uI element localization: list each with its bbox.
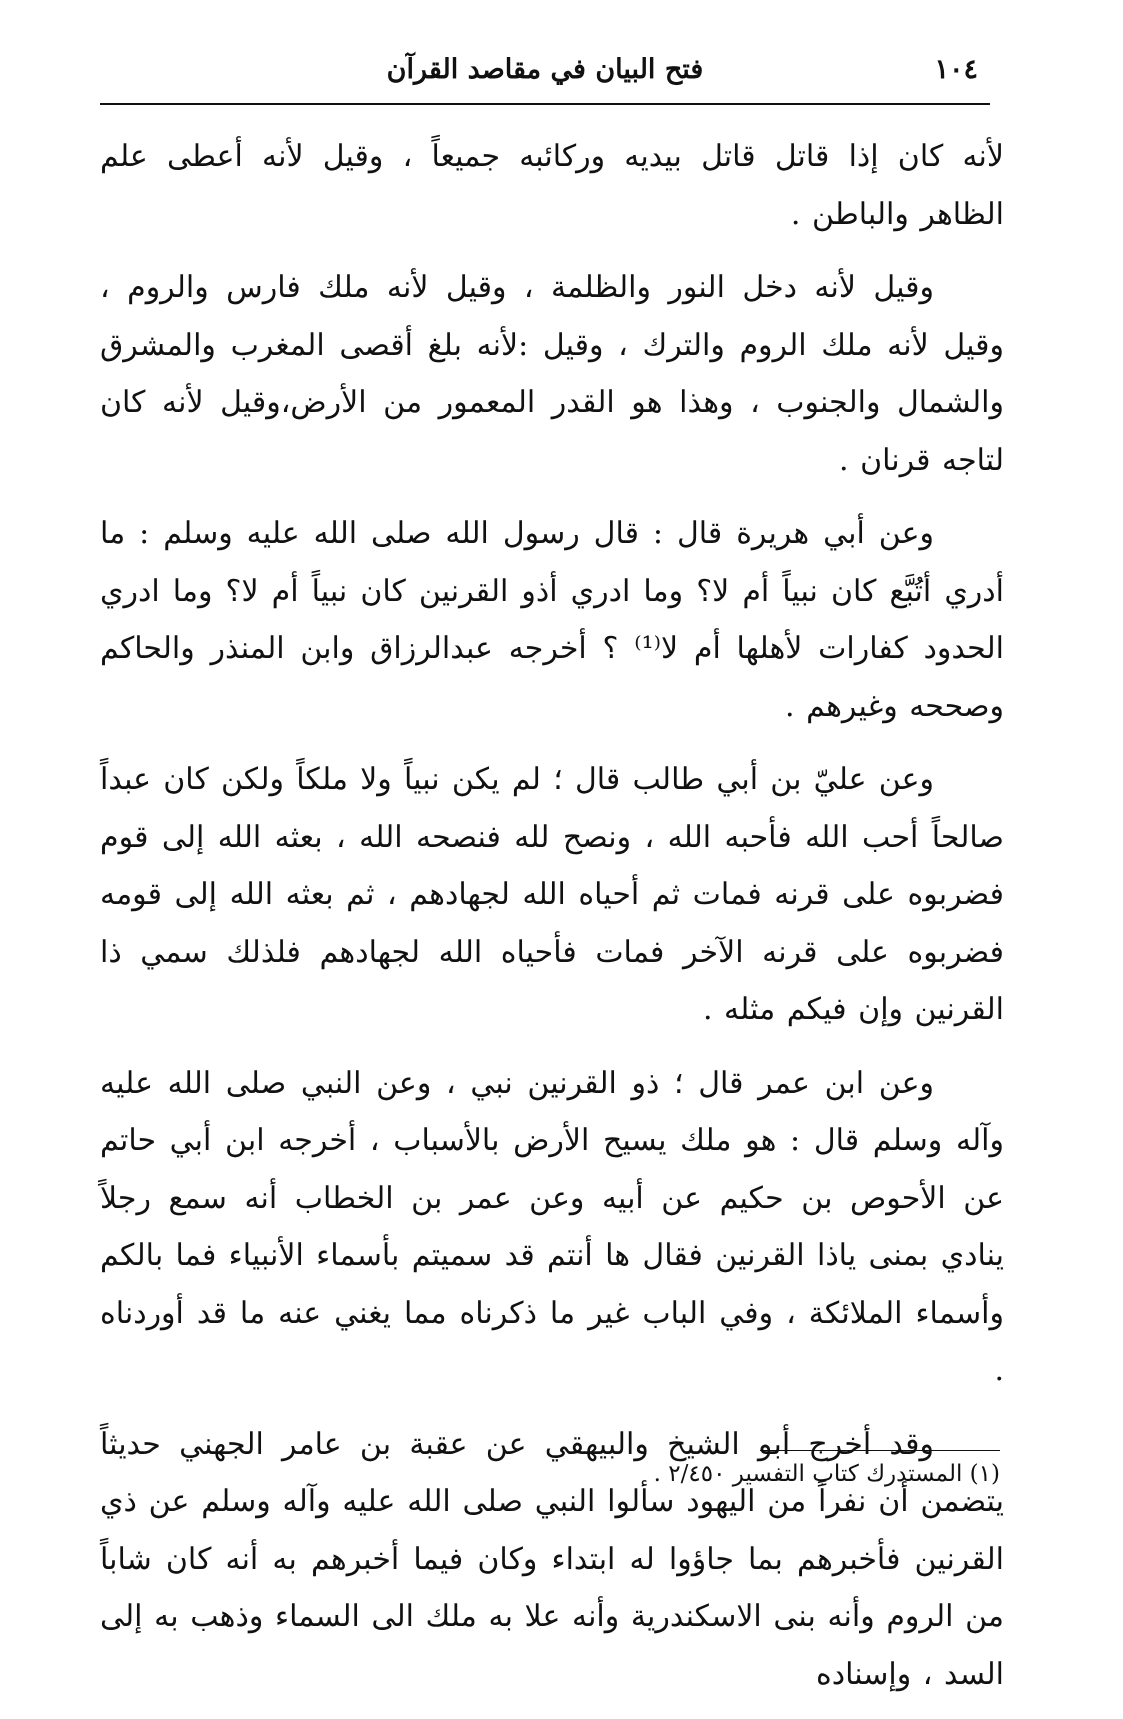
paragraph: لأنه كان إذا قاتل قاتل بيديه وركائبه جميعاً ، وقيل لأنه أعطى علم الظاهر والباطن .: [100, 139, 1004, 232]
paragraph: وعن ابن عمر قال ؛ ذو القرنين نبي ، وعن النبي صلى الله عليه وآله وسلم قال : هو ملك يسيح الأرض بالأسباب ، أخرجه ابن أبي حاتم عن الأحوص بن حكيم عن أبيه وعن عمر بن الخطاب أنه سمع رجلاً ينادي بمنى ياذا القرنين فقال ها أنتم قد سميتم بأسماء الأنبياء فما بالكم وأسماء الملائكة ، وفي الباب غير ما ذكرناه مما يغني عنه ما قد أوردناه .: [100, 1065, 1004, 1388]
page-number: ١٠٤: [934, 54, 978, 85]
paragraph: وقيل لأنه دخل النور والظلمة ، وقيل لأنه ملك فارس والروم ، وقيل لأنه ملك الروم والترك ، وقيل :لأنه بلغ أقصى المغرب والمشرق والشمال والجنوب ، وهذا هو القدر المعمور من الأرض،وقيل لأنه كان لتاجه قرنان .: [100, 270, 1004, 478]
page-header: [100, 52, 990, 100]
paragraph: وعن عليّ بن أبي طالب قال ؛ لم يكن نبياً ولا ملكاً ولكن كان عبداً صالحاً أحب الله فأحبه الله ، ونصح لله فنصحه الله ، بعثه الله إلى قوم فضربوه على قرنه فمات ثم أحياه الله لجهادهم ، ثم بعثه الله إلى قومه فضربوه على قرنه الآخر فمات فأحياه الله لجهادهم فلذلك سمي ذا القرنين وإن فيكم مثله .: [100, 762, 1004, 1027]
header-divider: [100, 103, 990, 105]
paragraph: وقد أخرج أبو الشيخ والبيهقي عن عقبة بن عامر الجهني حديثاً يتضمن أن نفراً من اليهود سألوا النبي صلى الله عليه وآله وسلم عن ذي القرنين فأخبرهم بما جاؤوا له ابتداء وكان فيما أخبرهم به أنه كان شاباً من الروم وأنه بنى الاسكندرية وأنه علا به ملك الى السماء وذهب به إلى السد ، وإسناده: [100, 1426, 1004, 1692]
running-title: فتح البيان في مقاصد القرآن: [386, 54, 704, 85]
footnote-divider: [760, 1450, 1000, 1451]
paragraph: وعن أبي هريرة قال : قال رسول الله صلى الله عليه وسلم : ما أدري أتُبَّع كان نبياً أم لا؟ وما ادري أذو القرنين كان نبياً أم لا؟ وما ادري الحدود كفارات لأهلها أم لا⁽¹⁾ ؟ أخرجه عبدالرزاق وابن المنذر والحاكم وصححه وغيرهم .: [100, 516, 1004, 724]
footnote: (١) المستدرك كتاب التفسير ٢/٤٥٠ .: [653, 1461, 1000, 1487]
